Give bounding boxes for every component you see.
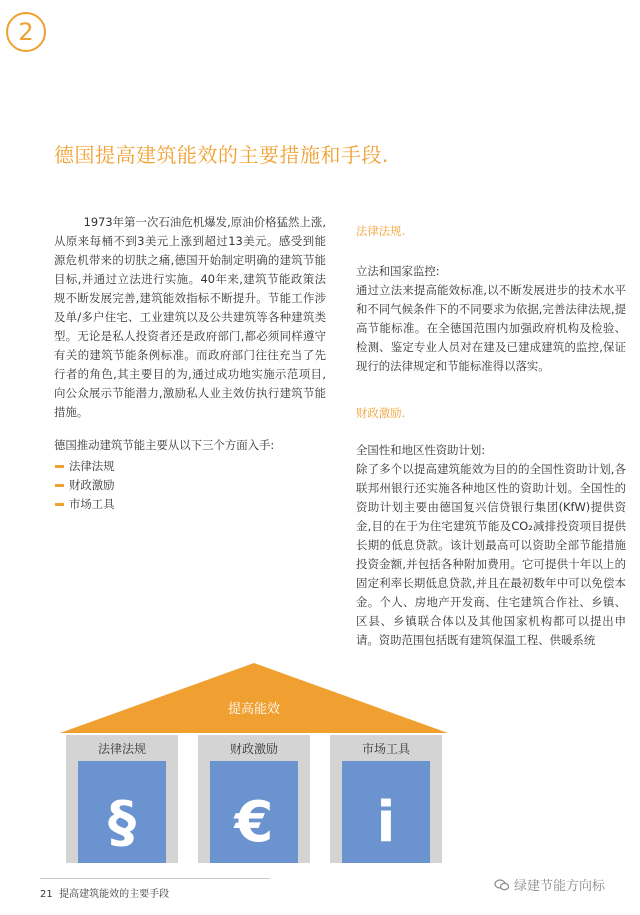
roof-label: 提高能效 bbox=[227, 702, 281, 717]
list-item: 法律法规 bbox=[54, 457, 326, 476]
watermark-text: 绿建节能方向标 bbox=[514, 879, 606, 894]
right-column bbox=[356, 222, 626, 650]
chapter-number-badge bbox=[6, 12, 46, 52]
bullet-dash-icon bbox=[55, 503, 64, 506]
pillar-law bbox=[66, 735, 178, 863]
intro-paragraph: 1973年第一次石油危机爆发,原油价格猛然上涨,从原来每桶不到3美元上涨到超过13美元。感受到能源危机带来的切肤之痛,德国开始制定明确的建筑节能目标,并通过立法进行实施。40年来,建筑节能政策法规不断发展完善,建筑能效指标不断提升。节能工作涉及单/多户住宅、工业建筑以及公共建筑等各种建筑类型。无论是私人投资者还是政府部门,都必须同样遵守有关的建筑节能条例标准。而政府部门往往充当了先行者的角色,其主要目的为,通过成功地实施示范项目,向公众展示节能潜力,激励私人业主效仿执行建筑节能措施。 bbox=[54, 215, 326, 419]
three-pillars-diagram bbox=[60, 663, 448, 863]
pillar-label: 法律法规 bbox=[97, 742, 147, 756]
section-text-law: 通过立法来提高能效标准,以不断发展进步的技术水平和不同气候条件下的不同要求为依据,完善法律法规,提高节能标准。在全德国范围内加强政府机构及检验、检测、鉴定专业人员对在建及已建成建筑的监控,保证现行的法律规定和节能标准得以落实。 bbox=[356, 283, 626, 373]
section-subheading-law: 立法和国家监控: bbox=[356, 264, 440, 278]
pillar-label: 市场工具 bbox=[361, 742, 411, 756]
list-item: 财政激励 bbox=[54, 476, 326, 495]
footer-page-number: 21 bbox=[40, 889, 53, 900]
pillar-market bbox=[330, 735, 442, 863]
bullet-dash-icon bbox=[55, 465, 64, 468]
left-column bbox=[54, 213, 326, 514]
bullet-dash-icon bbox=[55, 484, 64, 487]
pillar-finance bbox=[198, 735, 310, 863]
section-subheading-finance: 全国性和地区性资助计划: bbox=[356, 443, 486, 457]
watermark bbox=[494, 875, 605, 894]
section-sign-icon: § bbox=[108, 790, 136, 855]
section-heading-law: 法律法规. bbox=[356, 224, 406, 238]
euro-icon: € bbox=[234, 790, 274, 855]
page-footer bbox=[40, 885, 169, 900]
roof bbox=[60, 663, 448, 733]
section-text-finance: 除了多个以提高建筑能效为目的的全国性资助计划,各联邦州银行还实施各种地区性的资助计划。全国性的资助计划主要由德国复兴信贷银行集团(KfW)提供资金,目的在于为住宅建筑节能及CO₂减排投资项目提供长期的低息贷款。该计划最高可以资助全部节能措施投资金额,并包括各种附加费用。它可提供十年以上的固定利率长期低息贷款,并且在最初数年中可以免偿本金。个人、房地产开发商、住宅建筑合作社、乡镇、区县、乡镇联合体以及其他国家机构都可以提出申请。资助范围包括既有建筑保温工程、供暖系统 bbox=[356, 462, 626, 647]
chapter-number: 2 bbox=[18, 18, 34, 46]
list-item: 市场工具 bbox=[54, 495, 326, 514]
aspects-list bbox=[54, 457, 326, 514]
three-aspects-intro: 德国推动建筑节能主要从以下三个方面入手: bbox=[54, 438, 275, 452]
info-icon: i bbox=[376, 790, 396, 855]
footer-divider bbox=[40, 878, 270, 879]
pillar-label: 财政激励 bbox=[229, 742, 279, 756]
page-title: 德国提高建筑能效的主要措施和手段. bbox=[54, 143, 389, 167]
section-heading-finance: 财政激励. bbox=[356, 406, 406, 420]
wechat-icon bbox=[494, 877, 510, 893]
footer-caption: 提高建筑能效的主要手段 bbox=[59, 889, 170, 900]
